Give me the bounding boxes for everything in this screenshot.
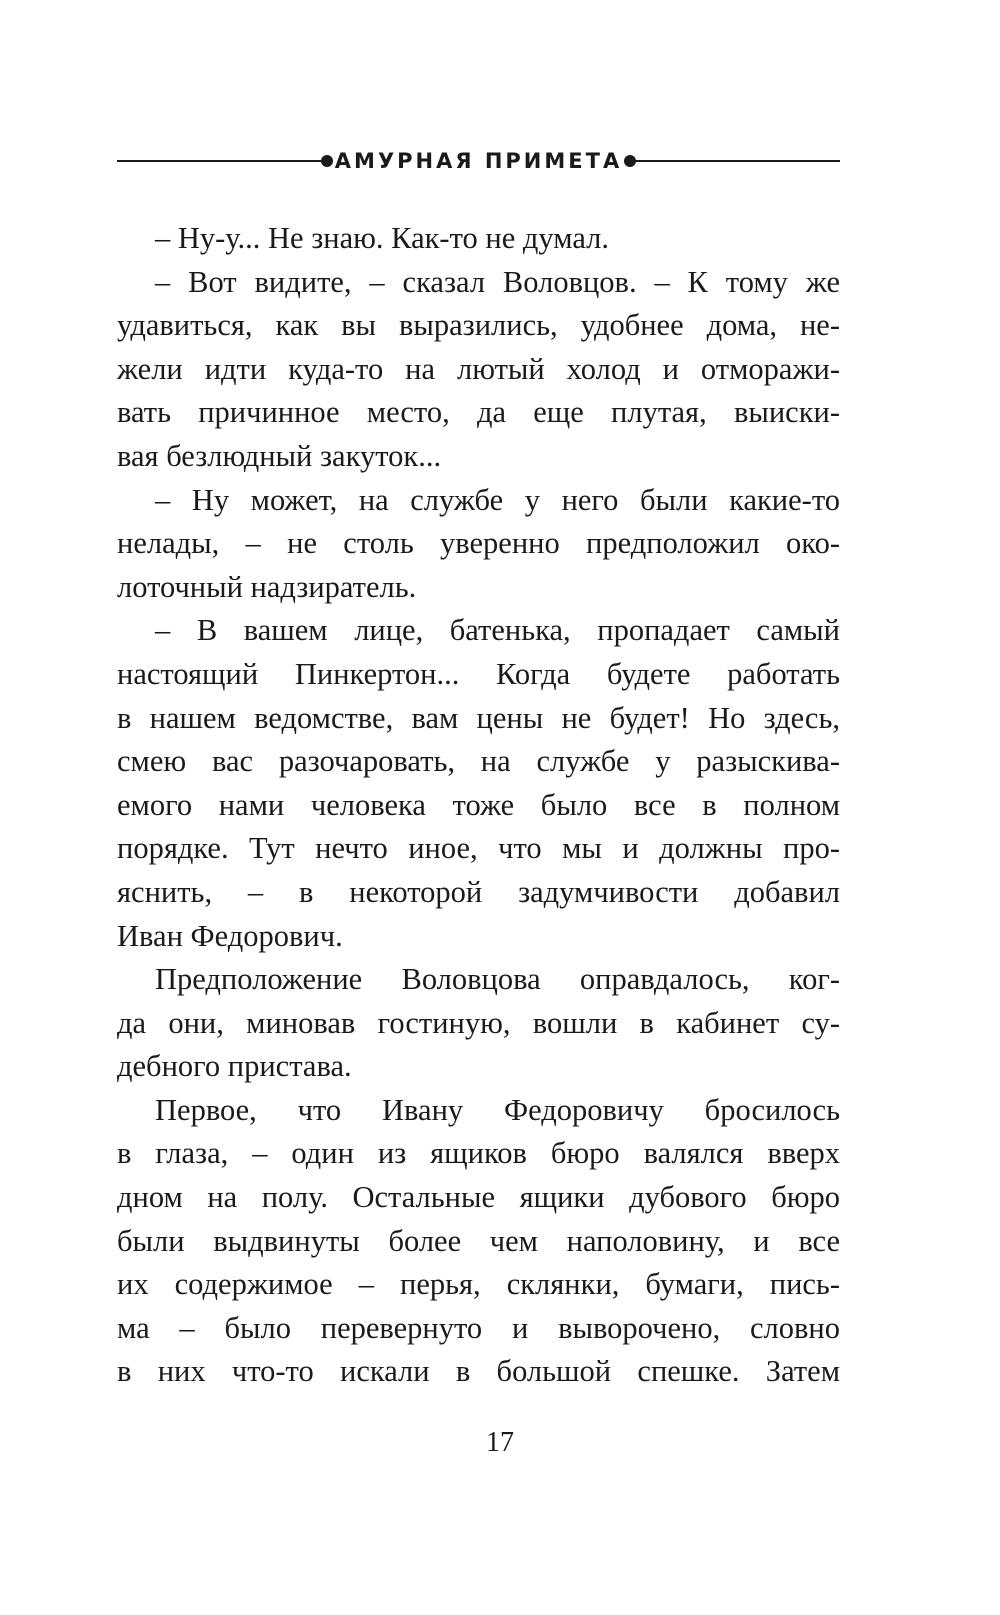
text-line: лоточный надзиратель. bbox=[117, 569, 417, 604]
running-header bbox=[117, 144, 840, 178]
running-title: АМУРНАЯ ПРИМЕТА bbox=[334, 149, 623, 173]
text-line: Предположение Воловцова оправдалось, ког- bbox=[155, 962, 840, 997]
text-line: – Ну-у... Не знаю. Как-то не думал. bbox=[155, 221, 609, 255]
body-text bbox=[117, 217, 840, 1394]
text-line: ма – было перевернуто и выворочено, словно bbox=[117, 1310, 840, 1345]
text-line: в глаза, – один из ящиков бюро валялся вверх bbox=[117, 1136, 840, 1171]
text-line: настоящий Пинкертон... Когда будете работать bbox=[117, 656, 840, 691]
text-line: да они, миновав гостиную, вошли в кабинет су- bbox=[117, 1005, 840, 1040]
text-line: их содержимое – перья, склянки, бумаги, пись- bbox=[117, 1267, 840, 1302]
text-line: Иван Федорович. bbox=[117, 918, 343, 953]
text-line: были выдвинуты более чем наполовину, и все bbox=[117, 1223, 840, 1258]
text-line: дном на полу. Остальные ящики дубового бюро bbox=[117, 1180, 840, 1215]
text-line: в них что-то искали в большой спешке. Затем bbox=[117, 1354, 840, 1389]
text-line: вая безлюдный закуток... bbox=[117, 438, 442, 473]
text-line: яснить, – в некоторой задумчивости добавил bbox=[117, 874, 840, 909]
text-line: порядке. Тут нечто иное, что мы и должны про- bbox=[117, 831, 840, 866]
text-line: Первое, что Ивану Федоровичу бросилось bbox=[155, 1092, 840, 1127]
text-line: вать причинное место, да еще плутая, выиски- bbox=[117, 395, 840, 430]
text-line: в нашем ведомстве, вам цены не будет! Но здесь, bbox=[117, 700, 840, 735]
text-line: удавиться, как вы выразились, удобнее дома, не- bbox=[117, 308, 840, 343]
page-number: 17 bbox=[486, 1427, 514, 1458]
text-line: – Ну может, на службе у него были какие-то bbox=[155, 482, 840, 517]
text-line: – Вот видите, – сказал Воловцов. – К тому же bbox=[155, 264, 840, 299]
header-rule-right bbox=[630, 160, 840, 162]
text-line: дебного пристава. bbox=[117, 1049, 352, 1084]
text-line: жели идти куда-то на лютый холод и отморажи- bbox=[117, 351, 840, 386]
text-line: нелады, – не столь уверенно предположил око- bbox=[117, 526, 840, 561]
text-line: смею вас разочаровать, на службе у разыскива- bbox=[117, 744, 840, 779]
text-line: – В вашем лице, батенька, пропадает самый bbox=[155, 613, 840, 648]
text-line: емого нами человека тоже было все в полном bbox=[117, 787, 840, 822]
